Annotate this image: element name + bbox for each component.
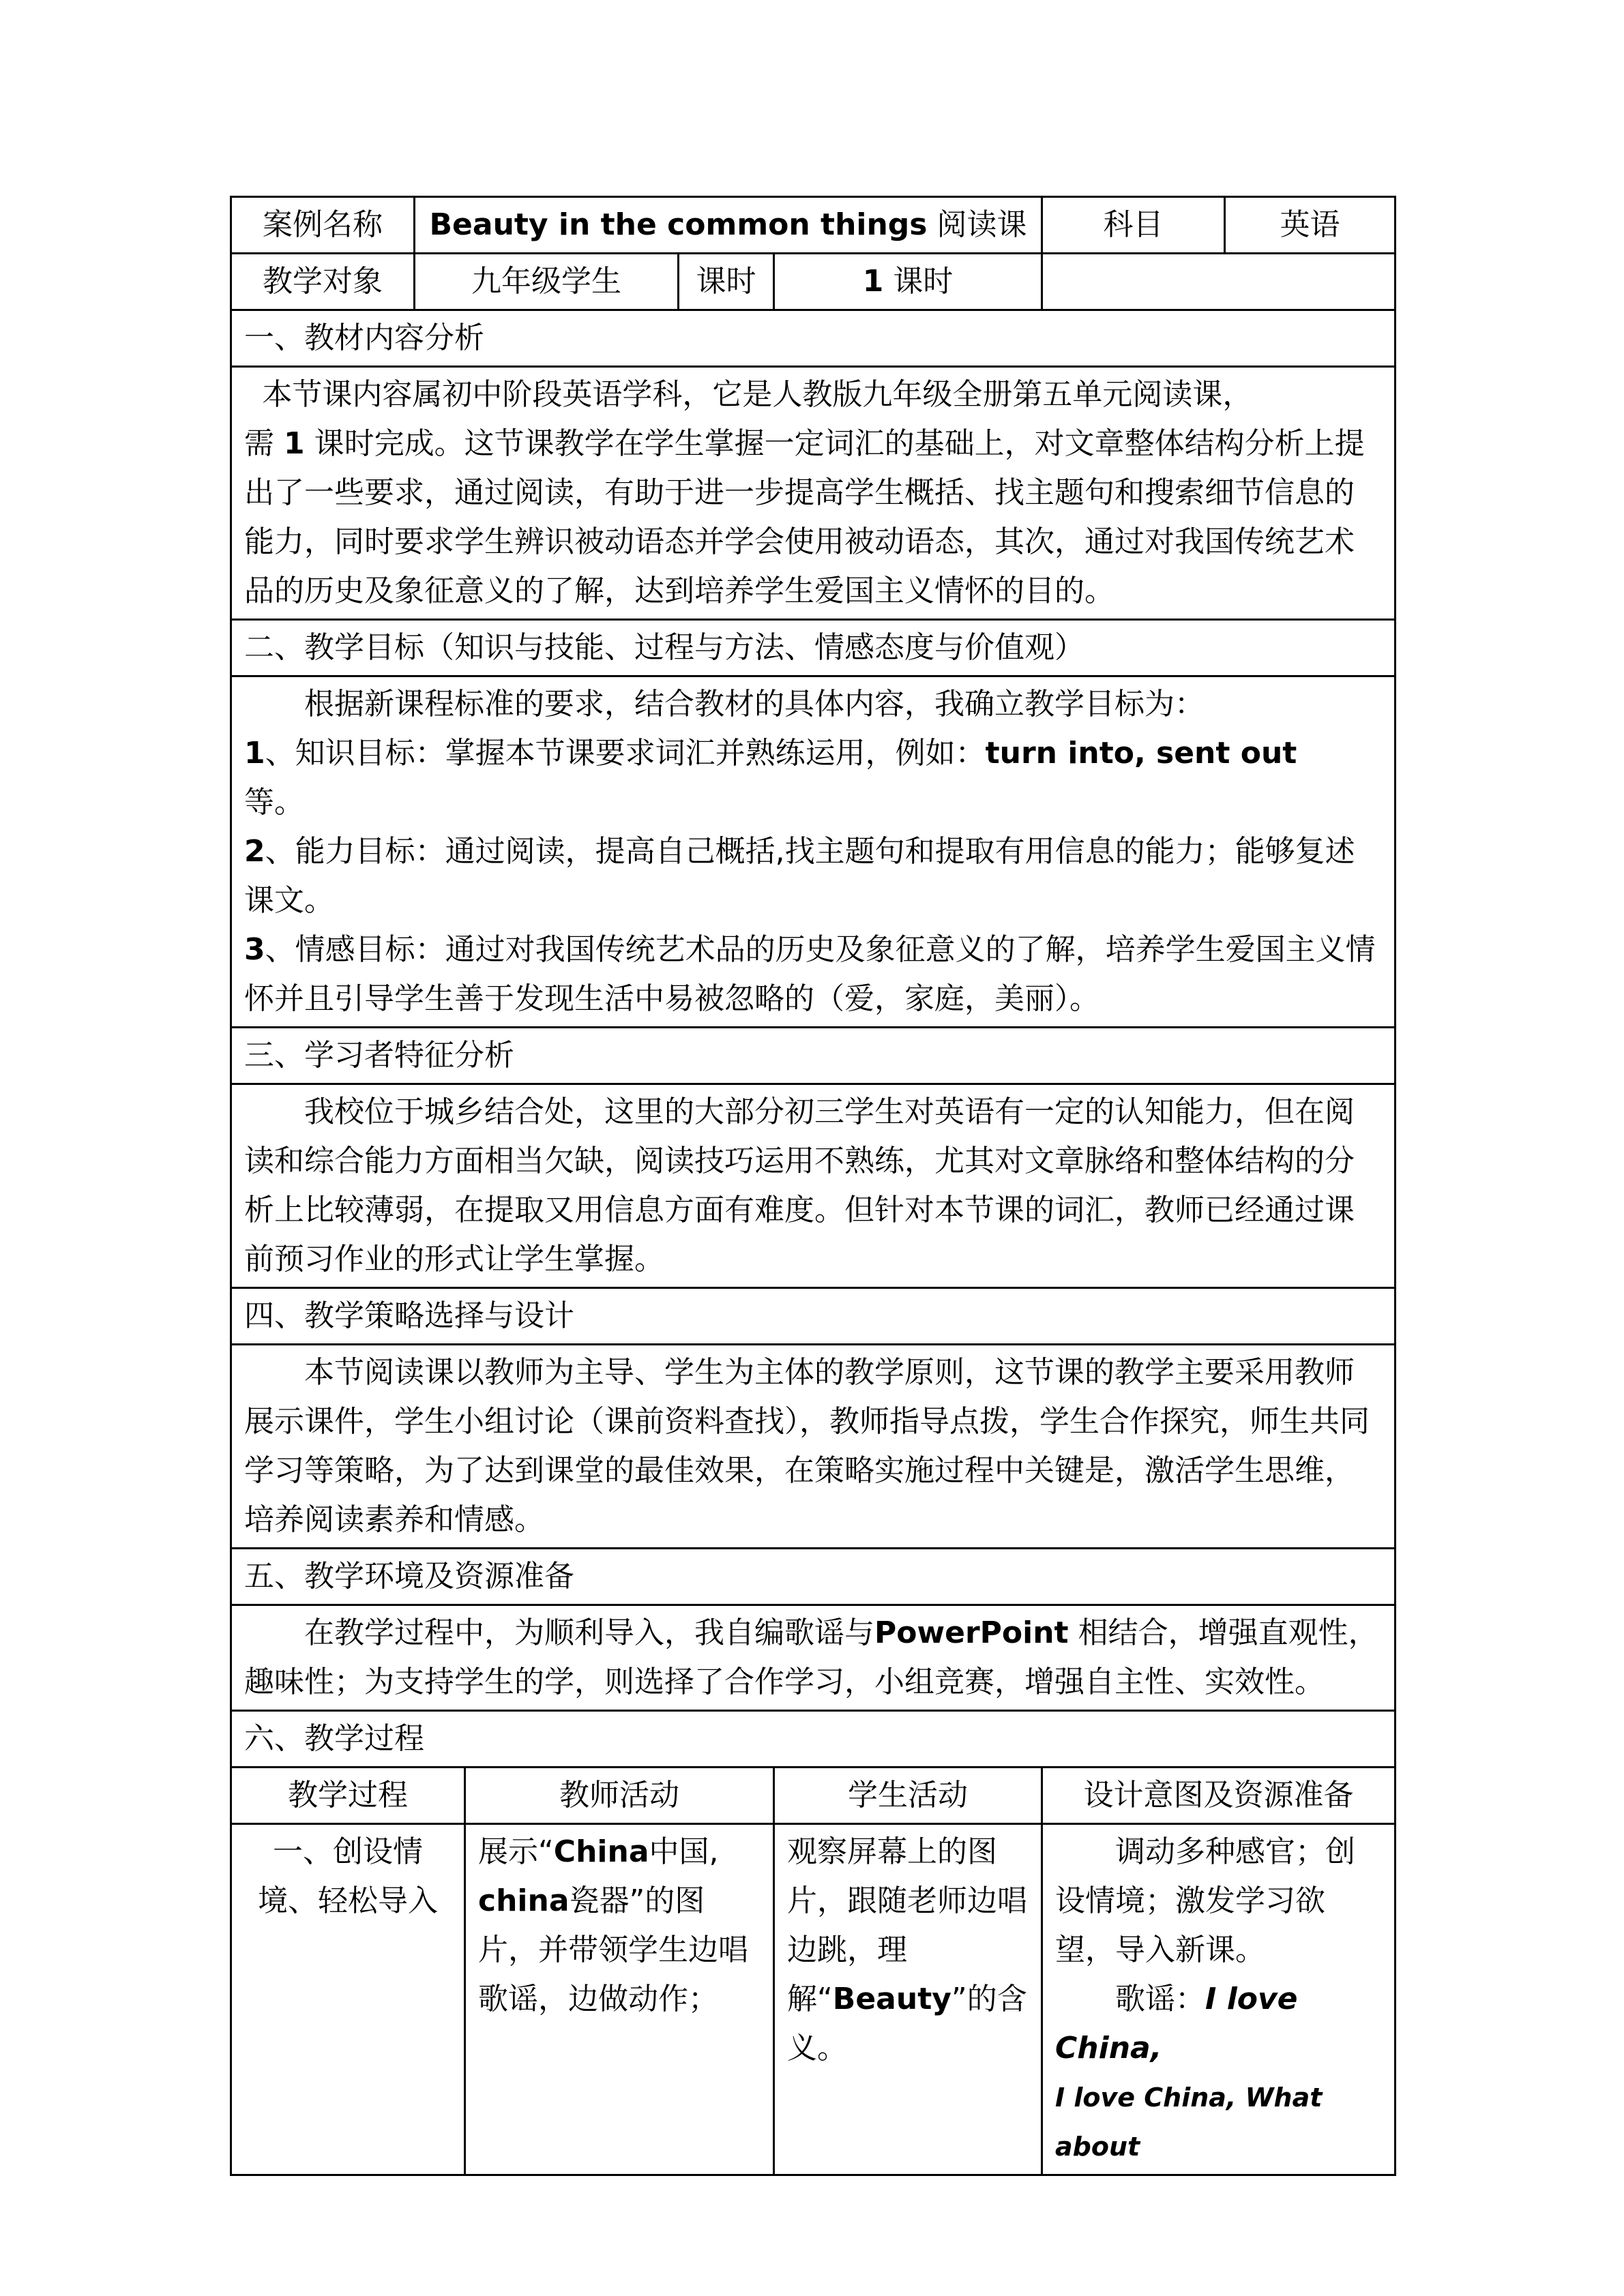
audience-label: 教学对象 (231, 254, 415, 310)
lesson-plan-table (230, 196, 1396, 2176)
teacher-text-c: 中国, (649, 1834, 719, 1869)
s1-text-a: 需 (244, 426, 274, 461)
audience-value: 九年级学生 (415, 254, 679, 310)
s5-text-c: 相结合，增强直观性，趣味性；为支持学生的学，则选择了合作学习，小组竞赛，增强自主性、实效性。 (244, 1615, 1378, 1699)
s1-text-b: 1 (284, 426, 305, 461)
student-text-b: Beauty (832, 1982, 951, 2016)
goal-3-num: 3 (244, 932, 265, 967)
case-name-label: 案例名称 (231, 197, 415, 254)
section-4-content (231, 1345, 1396, 1549)
period-unit: 课时 (893, 264, 954, 299)
section-4-title: 四、教学策略选择与设计 (231, 1288, 1396, 1345)
design-song-label: 歌谣： (1115, 1982, 1205, 2016)
process-header-stage: 教学过程 (231, 1768, 465, 1824)
section-5-title: 五、教学环境及资源准备 (231, 1549, 1396, 1605)
section-1-title: 一、教材内容分析 (231, 310, 1396, 367)
process-header-row (231, 1768, 1396, 1824)
teacher-text-d: china (478, 1883, 570, 1918)
s5-powerpoint: PowerPoint (874, 1615, 1069, 1650)
section-2-content (231, 676, 1396, 1028)
process-header-student: 学生活动 (774, 1768, 1042, 1824)
design-text-a: 调动多种感官；创设情境；激发学习欲望，导入新课。 (1055, 1834, 1355, 1967)
process-design (1042, 1824, 1396, 2175)
section-5-text (244, 1609, 1382, 1707)
period-value (774, 254, 1042, 310)
teacher-text-a: 展示“ (478, 1834, 554, 1869)
section-3-title: 三、学习者特征分析 (231, 1028, 1396, 1084)
section-1-para (244, 419, 1382, 616)
case-name-value (415, 197, 1042, 254)
goal-3 (244, 925, 1382, 1024)
design-song-line-2: I love China, What about (1055, 2083, 1323, 2162)
goal-2-num: 2 (244, 834, 265, 869)
design-song (1055, 1975, 1382, 2073)
goal-3-text: 、情感目标：通过对我国传统艺术品的历史及象征意义的了解，培养学生爱国主义情怀并且引导学生善于发现生活中易被忽略的（爱，家庭，美丽）。 (244, 932, 1376, 1016)
goal-1-text: 、知识目标：掌握本节课要求词汇并熟练运用，例如： (265, 736, 986, 771)
goal-1-words: turn into, sent out (985, 736, 1297, 771)
header-row-1 (231, 197, 1396, 254)
s5-text-a: 在教学过程中，为顺利导入，我自编歌谣与 (304, 1615, 874, 1650)
section-5-content (231, 1605, 1396, 1711)
process-header-design: 设计意图及资源准备 (1042, 1768, 1396, 1824)
goal-1-num: 1 (244, 736, 265, 771)
process-header-teacher: 教师活动 (465, 1768, 774, 1824)
case-title-suffix: 阅读课 (936, 207, 1027, 242)
section-1-content (231, 367, 1396, 620)
period-number: 1 (862, 264, 884, 299)
empty-cell (1042, 254, 1396, 310)
case-title: Beauty in the common things (429, 207, 928, 242)
process-teacher (465, 1824, 774, 2175)
goal-2-text: 、能力目标：通过阅读，提高自己概括,找主题句和提取有用信息的能力；能够复述课文。 (244, 834, 1355, 918)
student-text-a: 观察屏幕上的图片，跟随老师边唱边跳，理解“ (787, 1834, 1027, 2016)
section-2-title: 二、教学目标（知识与技能、过程与方法、情感态度与价值观） (231, 620, 1396, 676)
lesson-plan-document (230, 196, 1394, 2176)
goal-1 (244, 729, 1382, 827)
period-label: 课时 (679, 254, 774, 310)
student-text-c: ”的含义。 (787, 1982, 1027, 2066)
process-stage: 一、创设情境、轻松导入 (231, 1824, 465, 2175)
goal-2 (244, 827, 1382, 925)
section-3-text: 我校位于城乡结合处，这里的大部分初三学生对英语有一定的认知能力，但在阅读和综合能力方面相当欠缺，阅读技巧运用不熟练，尤其对文章脉络和整体结构的分析上比较薄弱，在提取又用信息方面有难度。但针对本节课的词汇，教师已经通过课前预习作业的形式让学生掌握。 (244, 1094, 1355, 1277)
subject-value: 英语 (1225, 197, 1396, 254)
process-student (774, 1824, 1042, 2175)
s1-text-c: 课时完成。这节课教学在学生掌握一定词汇的基础上，对文章整体结构分析上提出了一些要求，通过阅读，有助于进一步提高学生概括、找主题句和搜索细节信息的能力，同时要求学生辨识被动语态并学会使用被动语态，其次，通过对我国传统艺术品的历史及象征意义的了解，达到培养学生爱国主义情怀的目的。 (244, 426, 1365, 608)
teacher-text-e: 瓷器”的图片，并带领学生边唱歌谣，边做动作； (478, 1883, 748, 2016)
subject-label: 科目 (1042, 197, 1225, 254)
section-4-text: 本节阅读课以教师为主导、学生为主体的教学原则，这节课的教学主要采用教师展示课件，学生小组讨论（课前资料查找），教师指导点拨，学生合作探究，师生共同学习等策略，为了达到课堂的最佳效果，在策略实施过程中关键是，激活学生思维，培养阅读素养和情感。 (244, 1355, 1370, 1537)
design-song-line-1: I love China, (1055, 1982, 1298, 2066)
section-6-title: 六、教学过程 (231, 1711, 1396, 1768)
process-row-1 (231, 1824, 1396, 2175)
header-row-2 (231, 254, 1396, 310)
goal-1-end: 等。 (244, 785, 304, 820)
section-3-content (231, 1084, 1396, 1288)
teacher-text-b: China (553, 1834, 649, 1869)
section-2-intro: 根据新课程标准的要求，结合教材的具体内容，我确立教学目标为： (304, 687, 1205, 721)
section-1-line-1: 本节课内容属初中阶段英语学科，它是人教版九年级全册第五单元阅读课， (262, 377, 1253, 412)
